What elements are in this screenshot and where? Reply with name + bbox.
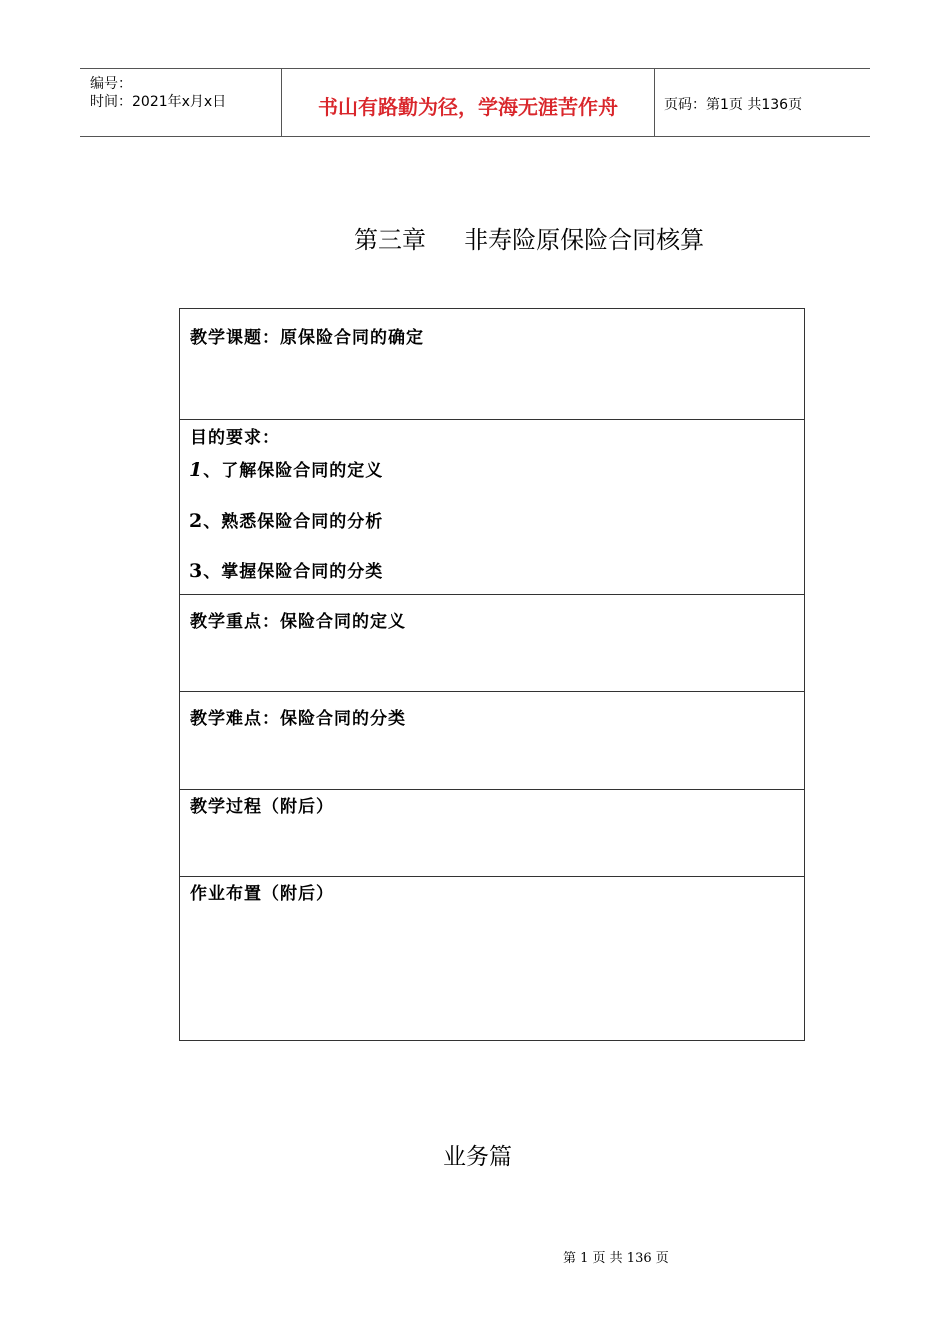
topic-row [180, 309, 804, 419]
objective-text: 、了解保险合同的定义 [203, 461, 384, 481]
key-points-row [180, 594, 804, 692]
motto-text: 书山有路勤为径，学海无涯苦作舟 [318, 95, 618, 119]
objectives-row [180, 419, 804, 595]
objective-item [189, 456, 383, 481]
homework-text: 作业布置（附后） [190, 884, 334, 904]
objective-text: 、掌握保险合同的分类 [203, 562, 384, 582]
section-title: 业务篇 [443, 1144, 512, 1170]
homework-row [180, 876, 804, 1041]
objective-number: 1 [189, 459, 204, 481]
page-header [80, 68, 870, 137]
process-text: 教学过程（附后） [190, 797, 334, 817]
objective-item [189, 507, 383, 532]
topic-text: 教学课题：原保险合同的确定 [190, 328, 424, 348]
number-label: 编号： [90, 76, 132, 92]
process-row [180, 789, 804, 877]
difficulties-row [180, 691, 804, 790]
objective-number: 3 [189, 560, 204, 582]
page-footer: 第 1 页 共 136 页 [563, 1251, 669, 1266]
page-info: 页码：第1页 共136页 [664, 97, 803, 113]
lesson-plan-table [179, 308, 805, 1041]
header-meta-cell [80, 69, 282, 136]
objective-text: 、熟悉保险合同的分析 [203, 512, 384, 532]
objectives-label: 目的要求： [190, 428, 280, 448]
header-page-cell [655, 69, 870, 136]
chapter-title: 第三章 非寿险原保险合同核算 [354, 226, 705, 254]
time-label: 时间：2021年x月x日 [90, 94, 227, 110]
key-points-text: 教学重点：保险合同的定义 [190, 612, 406, 632]
difficulties-text: 教学难点：保险合同的分类 [190, 709, 406, 729]
header-motto-cell [282, 69, 655, 136]
objective-number: 2 [189, 510, 204, 532]
objective-item [189, 557, 383, 582]
